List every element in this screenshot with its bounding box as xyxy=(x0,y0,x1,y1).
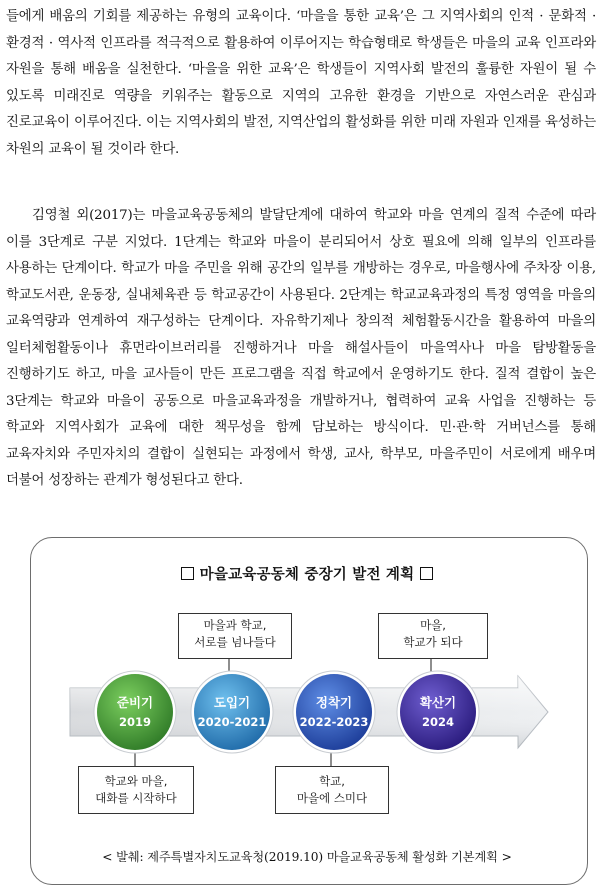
stage-circle xyxy=(400,674,476,750)
stage-circle xyxy=(194,674,270,750)
note-box-lower-1 xyxy=(78,766,194,814)
note-box-upper-1 xyxy=(178,613,292,659)
stage-period: 2020-2021 xyxy=(197,715,267,729)
note-line: 마을, xyxy=(420,618,446,632)
stage-circle xyxy=(97,674,173,750)
note-line: 마을에 스미다 xyxy=(296,791,368,805)
stage-name: 준비기 xyxy=(116,695,154,710)
note-box-lower-2 xyxy=(275,766,389,814)
stage-period: 2022-2023 xyxy=(299,715,369,729)
stage-name: 도입기 xyxy=(213,695,251,710)
note-line: 대화를 시작하다 xyxy=(95,791,177,805)
note-line: 학교와 마을, xyxy=(104,774,168,788)
stage-period: 2024 xyxy=(421,715,455,729)
body-paragraph-2: 김영철 외(2017)는 마을교육공동체의 발달단계에 대하여 학교와 마을 연계의 질적 수준에 따라 이를 3단계로 구분 지었다. 1단계는 학교와 마을이 분리되어서 상호 필요에 의해 일부의 인프라를 사용하는 단계이다. 학교가 마을 주민을 위해 공간의 일부를 개방하는 경우로, 마을행사에 주차장 이용, 학교도서관, 운동장, 실내체육관 등 학교공간이 사용된다. 2단계는 학교교육과정의 특정 영역을 마을의 교육역량과 연계하여 재구성하는 단계이다. 자유학기제나 창의적 체험활동시간을 활용하여 마을의 일터체험활동이나 휴먼라이브러리를 진행하거나 마을 해설사들이 마을역사나 마을 탐방활동을 진행하기도 하고, 마을 교사들이 만든 프로그램을 직접 학교에서 운영하기도 한다. 질적 결합이 높은 3단계는 학교와 마을이 공동으로 마을교육과정을 개발하거나, 협력하여 교육 사업을 진행하는 등 학교와 지역사회가 교육에 대한 책무성을 함께 담보하는 방식이다. 민·관·학 거버넌스를 통해 교육자치와 주민자치의 결합이 실현되는 과정에서 학생, 교사, 학부모, 마을주민이 서로에게 배우며 더불어 성장하는 관계가 형성된다고 한다. xyxy=(6,208,596,488)
stage-name: 확산기 xyxy=(419,695,457,710)
body-paragraph-1: 들에게 배움의 기회를 제공하는 유형의 교육이다. ‘마을을 통한 교육’은 그 지역사회의 인적 · 문화적 · 환경적 · 역사적 인프라를 적극적으로 활용하여 이루어지는 학습형태로 학생들은 마을의 교육 인프라와 자원을 통해 배움을 실천한다. ‘마을을 위한 교육’은 학생들이 지역사회 발전의 훌륭한 자원이 될 수 있도록 미래진로 역량을 키워주는 활동으로 지역의 고유한 환경을 기반으로 자연스러운 관심과 진로교육이 이루어진다. 이는 지역사회의 발전, 지역산업의 활성화를 위한 미래 자원과 인재를 육성하는 차원의 교육이 될 것이라 한다. xyxy=(6,9,596,157)
figure-source: < 발췌: 제주특별자치도교육청(2019.10) 마을교육공동체 활성화 기본계획 > xyxy=(102,850,512,864)
stage-circle xyxy=(296,674,372,750)
stage-period: 2019 xyxy=(118,715,152,729)
note-box-upper-2 xyxy=(378,613,488,659)
note-line: 마을과 학교, xyxy=(203,618,267,632)
note-line: 학교가 되다 xyxy=(403,635,463,649)
stage-name: 정착기 xyxy=(315,695,353,710)
note-line: 학교, xyxy=(319,774,345,788)
figure-title-text: 마을교육공동체 중장기 발전 계획 xyxy=(199,567,415,583)
note-line: 서로를 넘나들다 xyxy=(194,635,276,649)
